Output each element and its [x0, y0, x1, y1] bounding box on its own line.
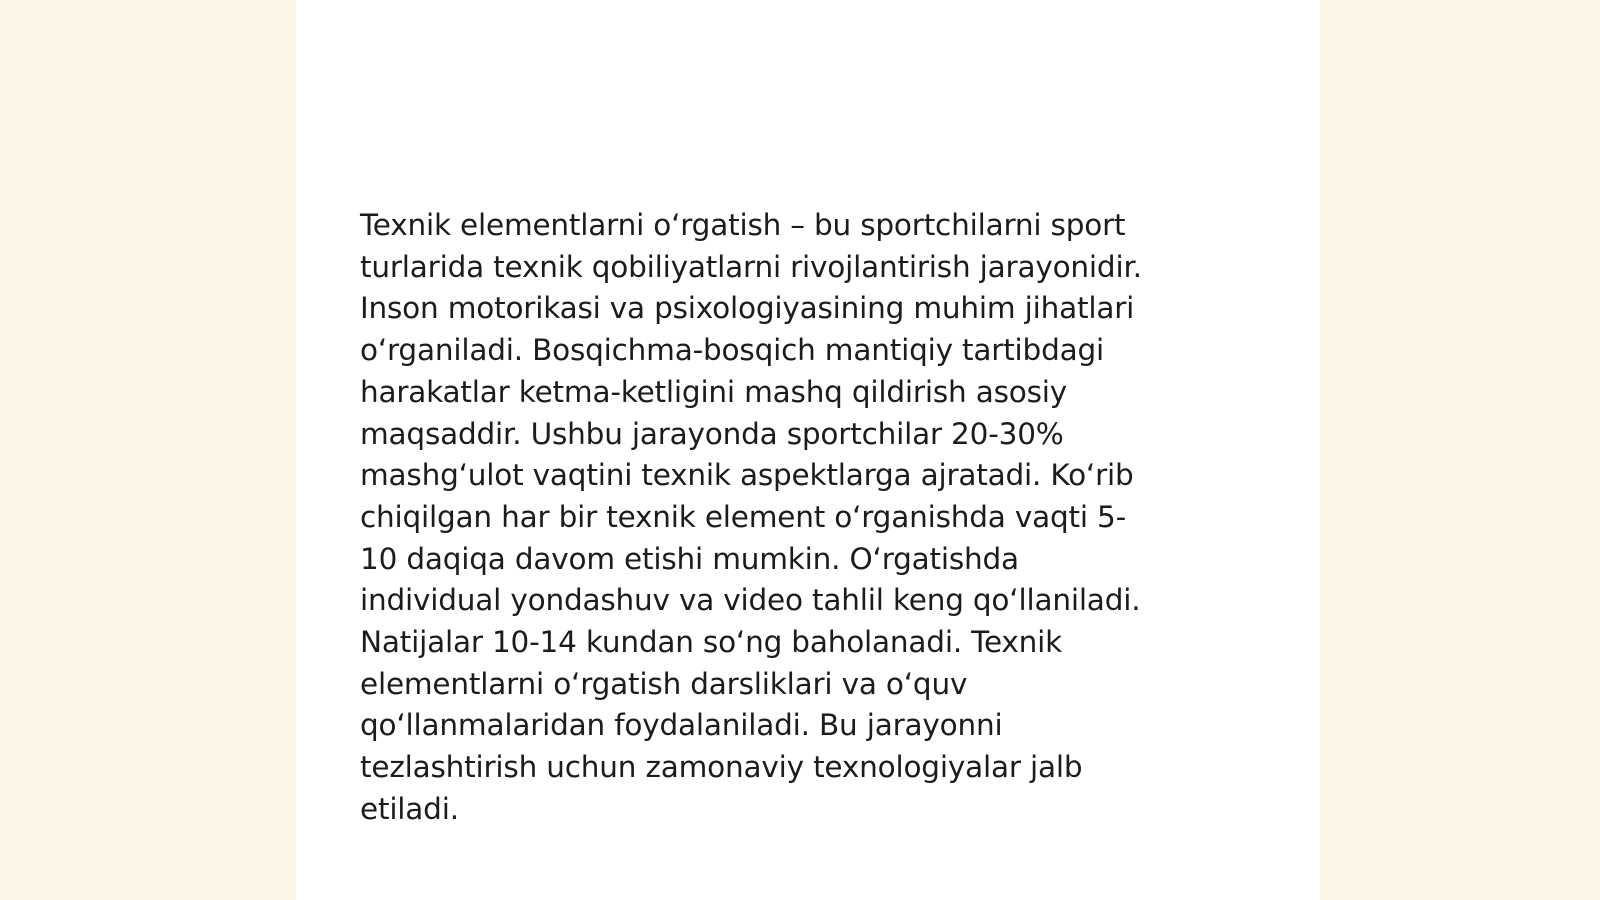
document-page [296, 0, 1320, 900]
paragraph-line: qoʻllanmalaridan foydalaniladi. Bu jarayonni [360, 708, 1003, 743]
paragraph-line: oʻrganiladi. Bosqichma-bosqich mantiqiy tartibdagi [360, 333, 1105, 368]
paragraph-line: individual yondashuv va video tahlil keng qoʻllaniladi. [360, 583, 1141, 618]
paragraph-line: tezlashtirish uchun zamonaviy texnologiyalar jalb [360, 750, 1083, 785]
paragraph-line: turlarida texnik qobiliyatlarni rivojlantirish jarayonidir. [360, 249, 1142, 284]
paragraph-line: mashgʻulot vaqtini texnik aspektlarga ajratadi. Koʻrib [360, 458, 1134, 493]
paragraph-line: 10 daqiqa davom etishi mumkin. Oʻrgatishda [360, 541, 1019, 576]
paragraph-line: chiqilgan har bir texnik element oʻrganishda vaqti 5- [360, 499, 1127, 534]
paragraph-line: Inson motorikasi va psixologiyasining muhim jihatlari [360, 291, 1135, 326]
paragraph-line: maqsaddir. Ushbu jarayonda sportchilar 20-30% [360, 416, 1064, 451]
paragraph-line: Texnik elementlarni oʻrgatish – bu sportchilarni sport [360, 208, 1126, 242]
body-paragraph [360, 205, 1260, 831]
paragraph-line: harakatlar ketma-ketligini mashq qildirish asosiy [360, 374, 1068, 409]
paragraph-line: etiladi. [360, 791, 459, 826]
paragraph-line: elementlarni oʻrgatish darsliklari va oʻquv [360, 666, 968, 701]
paragraph-line: Natijalar 10-14 kundan soʻng baholanadi. Texnik [360, 625, 1063, 660]
